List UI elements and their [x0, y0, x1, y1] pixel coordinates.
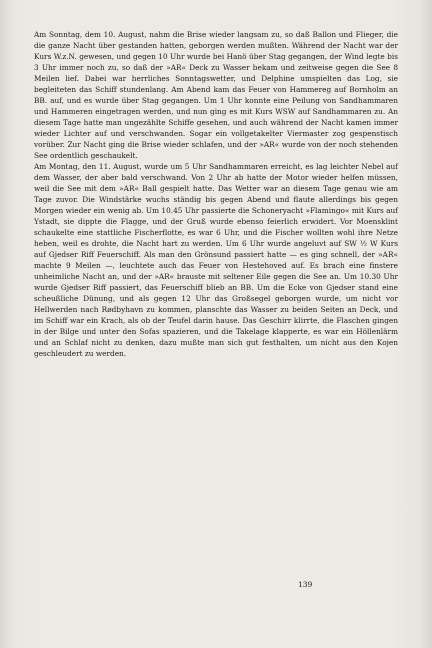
paragraph-monday: Am Montag, den 11. August, wurde um 5 Uhr Sandhammaren erreicht, es lag leichter Nebel auf dem Wasser, der aber bald verschwand. Von 2 Uhr ab hatte der Motor wieder helfen müssen, weil die See mit dem »AR« Ball gespielt hatte. Das Wetter war an diesem Tage genau wie am Tage zuvor. Die Windstärke wuchs ständig bis gegen Abend und flaute allerdings bis gegen Morgen wieder ein wenig ab. Um 10.45 Uhr passierte die Schoneryacht »Flamingo« mit Kurs auf Ystadt, sie dippte die Flagge, und der Gruß wurde ebenso feierlich erwidert. Vor Moensklint schaukelte eine stattliche Fischerflotte, es war 6 Uhr, und die Fischer wollten wohl ihre Netze heben, weil es drohte, die Nacht hart zu werden. Um 6 Uhr wurde angeluvt auf SW ½ W Kurs auf Gjedser Riff Feuerschiff. Als man den Grönsund passiert hatte — es ging schnell, der »AR« machte 9 Meilen —, leuchtete auch das Feuer von Hestehoved auf. Es brach eine finstere unheimliche Nacht an, und der »AR« brauste mit seltener Eile gegen die See an. Um 10.30 Uhr wurde Gjedser Riff passiert, das Feuerschiff blieb an BB. Um die Ecke von Gjedser stand eine scheußliche Dünung, und als gegen 12 Uhr das Großsegel geborgen wurde, um nicht vor Hellwerden nach Rødbyhavn zu kommen, planschte das Wasser zu beiden Seiten an Deck, und im Schiff war ein Krach, als ob der Teufel darin hause. Das Geschirr klirrte, die Flaschen gingen in der Bilge und unter den Sofas spazieren, und die Takelage klapperte, es war ein Höllenlärm und an Schlaf nicht zu denken, dazu mußte man sich gut festhalten, um nicht aus den Kojen geschleudert zu werden. [34, 162, 398, 358]
page-number: 139 [298, 580, 313, 589]
paragraph-sunday: Am Sonntag, dem 10. August, nahm die Brise wieder langsam zu, so daß Ballon und Flieger, die die ganze Nacht über gestanden hatten, geborgen werden mußten. Während der Nacht war der Kurs W.z.N. gewesen, und gegen 10 Uhr wurde bei Hanö über Stag gegangen, der Wind legte bis 3 Uhr immer noch zu, so daß der »AR« Deck zu Wasser bekam und zeitweise gegen die See 8 Meilen lief. Dabei war herrliches Sonntagswetter, und Delphine umspielten das Log, sie begleiteten das Schiff stundenlang. Am Abend kam das Feuer von Hammereg auf Bornholm an BB. auf, und es wurde über Stag gegangen. Um 1 Uhr konnte eine Peilung von Sandhammaren und Hammeren eingetragen werden, und nun ging es mit Kurs WSW auf Sandhammaren zu. An diesem Tage hatte man ungezählte Schiffe gesehen, und auch während der Nacht kamen immer wieder Lichter auf und verschwanden. Sogar ein vollgetakelter Viermaster zog gespenstisch vorüber. Zur Nacht ging die Brise wieder schlafen, und der »AR« wurde von der noch stehenden See ordentlich geschaukelt. [34, 30, 398, 160]
body-text [34, 29, 398, 359]
